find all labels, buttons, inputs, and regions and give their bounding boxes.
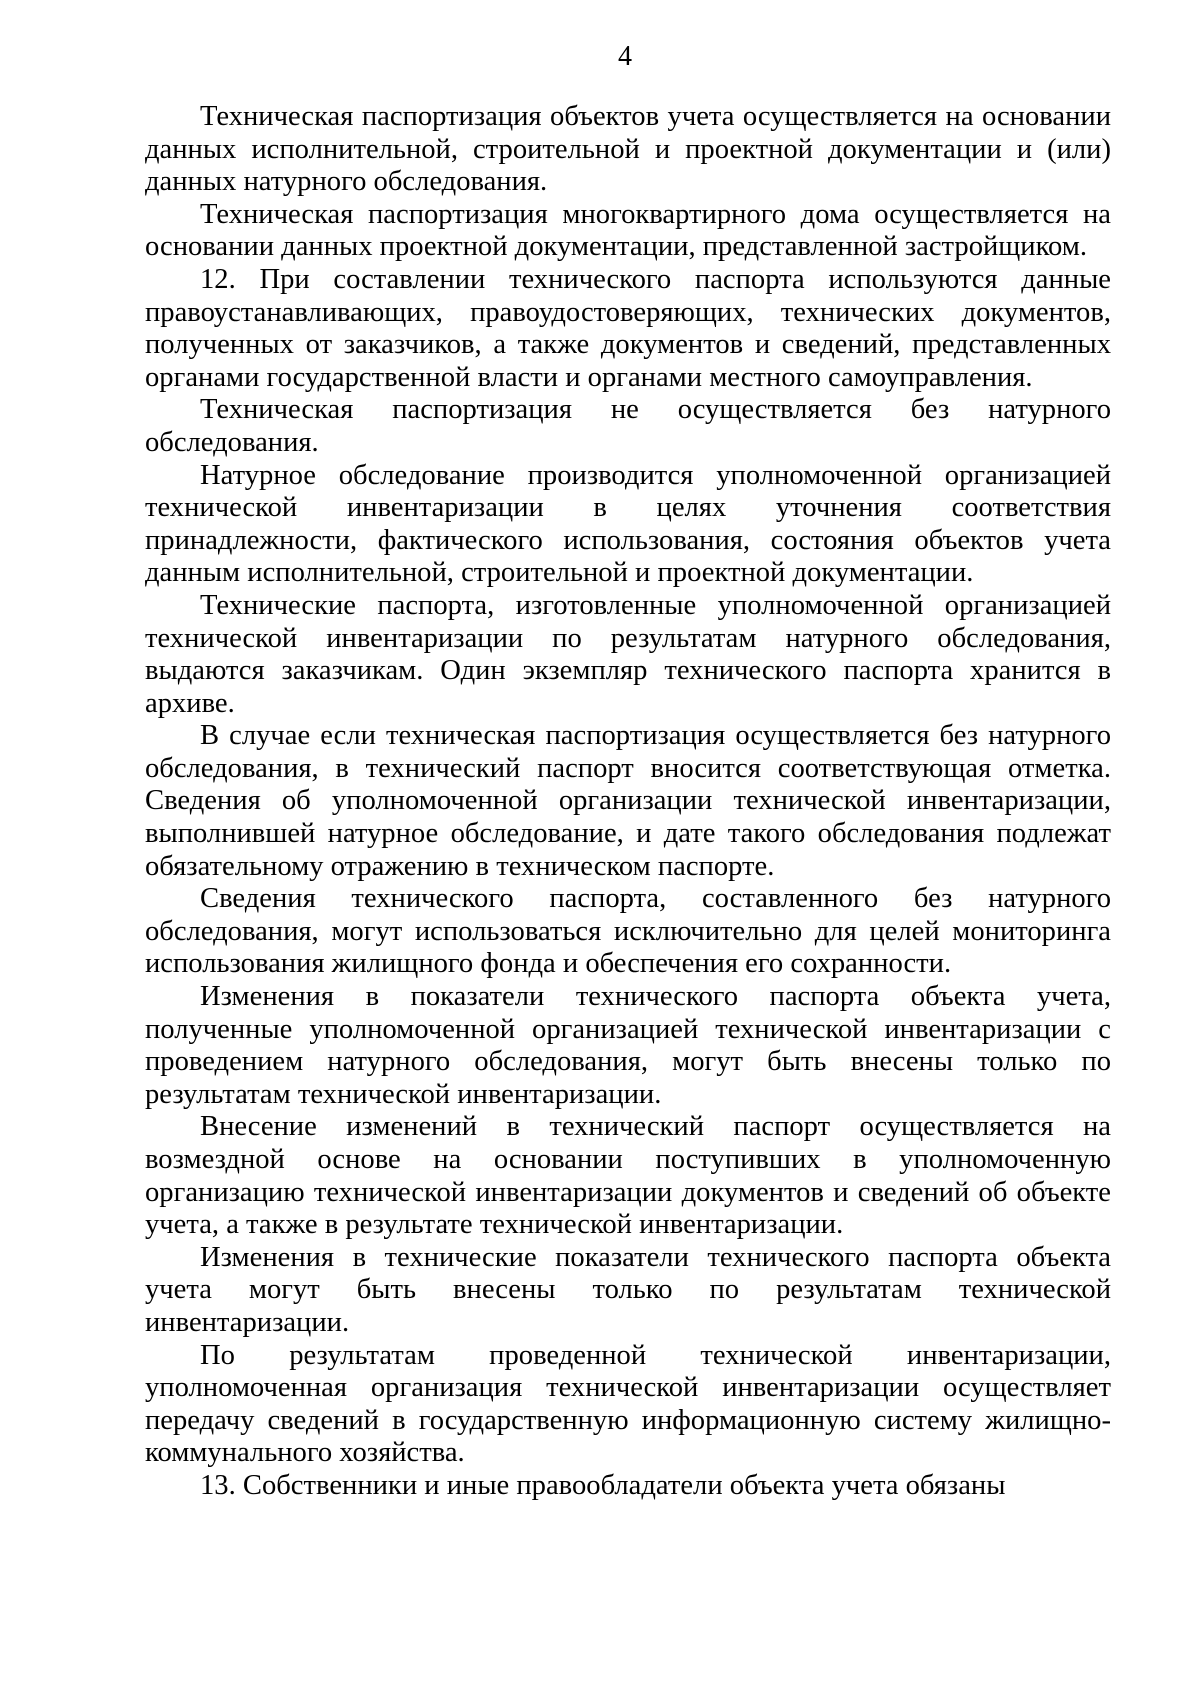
page-number: 4 [618, 41, 632, 72]
paragraph: 12. При составлении технического паспорта используются данные правоустанавливающих, правоудостоверяющих, технических документов, полученных от заказчиков, а также документов и сведений, представленных органами государственной власти и органами местного самоуправления. [145, 263, 1111, 393]
paragraph: 13. Собственники и иные правообладатели объекта учета обязаны [200, 1469, 1006, 1501]
paragraph: Технические паспорта, изготовленные уполномоченной организацией технической инвентаризации по результатам натурного обследования, выдаются заказчикам. Один экземпляр технического паспорта хранится в архиве. [145, 589, 1111, 719]
paragraph: Техническая паспортизация не осуществляется без натурного обследования. [145, 394, 1111, 458]
paragraph: Внесение изменений в технический паспорт осуществляется на возмездной основе на основании поступивших в уполномоченную организацию технической инвентаризации документов и сведений об объекте учета, а также в результате технической инвентаризации. [145, 1111, 1111, 1241]
paragraph: Техническая паспортизация многоквартирного дома осуществляется на основании данных проектной документации, представленной застройщиком. [145, 198, 1111, 263]
paragraph: Сведения технического паспорта, составленного без натурного обследования, могут использоваться исключительно для целей мониторинга использования жилищного фонда и обеспечения его сохранности. [145, 883, 1111, 980]
paragraph: По результатам проведенной технической инвентаризации, уполномоченная организация технической инвентаризации осуществляет передачу сведений в государственную информационную систему жилищно-коммунального хозяйства. [145, 1339, 1111, 1469]
paragraph: Изменения в показатели технического паспорта объекта учета, полученные уполномоченной организацией технической инвентаризации с проведением натурного обследования, могут быть внесены только по результатам технической инвентаризации. [145, 981, 1111, 1110]
paragraph: В случае если техническая паспортизация осуществляется без натурного обследования, в технический паспорт вносится соответствующая отметка. Сведения об уполномоченной организации технической инвентаризации, выполнившей натурное обследование, и дате такого обследования подлежат обязательному отражению в техническом паспорте. [145, 720, 1111, 882]
paragraph: Техническая паспортизация объектов учета осуществляется на основании данных исполнительной, строительной и проектной документации и (или) данных натурного обследования. [145, 101, 1111, 198]
body-text [145, 101, 1111, 1503]
paragraph: Натурное обследование производится уполномоченной организацией технической инвентаризации в целях уточнения соответствия принадлежности, фактического использования, состояния объектов учета данным исполнительной, строительной и проектной документации. [145, 459, 1111, 589]
paragraph: Изменения в технические показатели технического паспорта объекта учета могут быть внесены только по результатам технической инвентаризации. [145, 1241, 1111, 1338]
